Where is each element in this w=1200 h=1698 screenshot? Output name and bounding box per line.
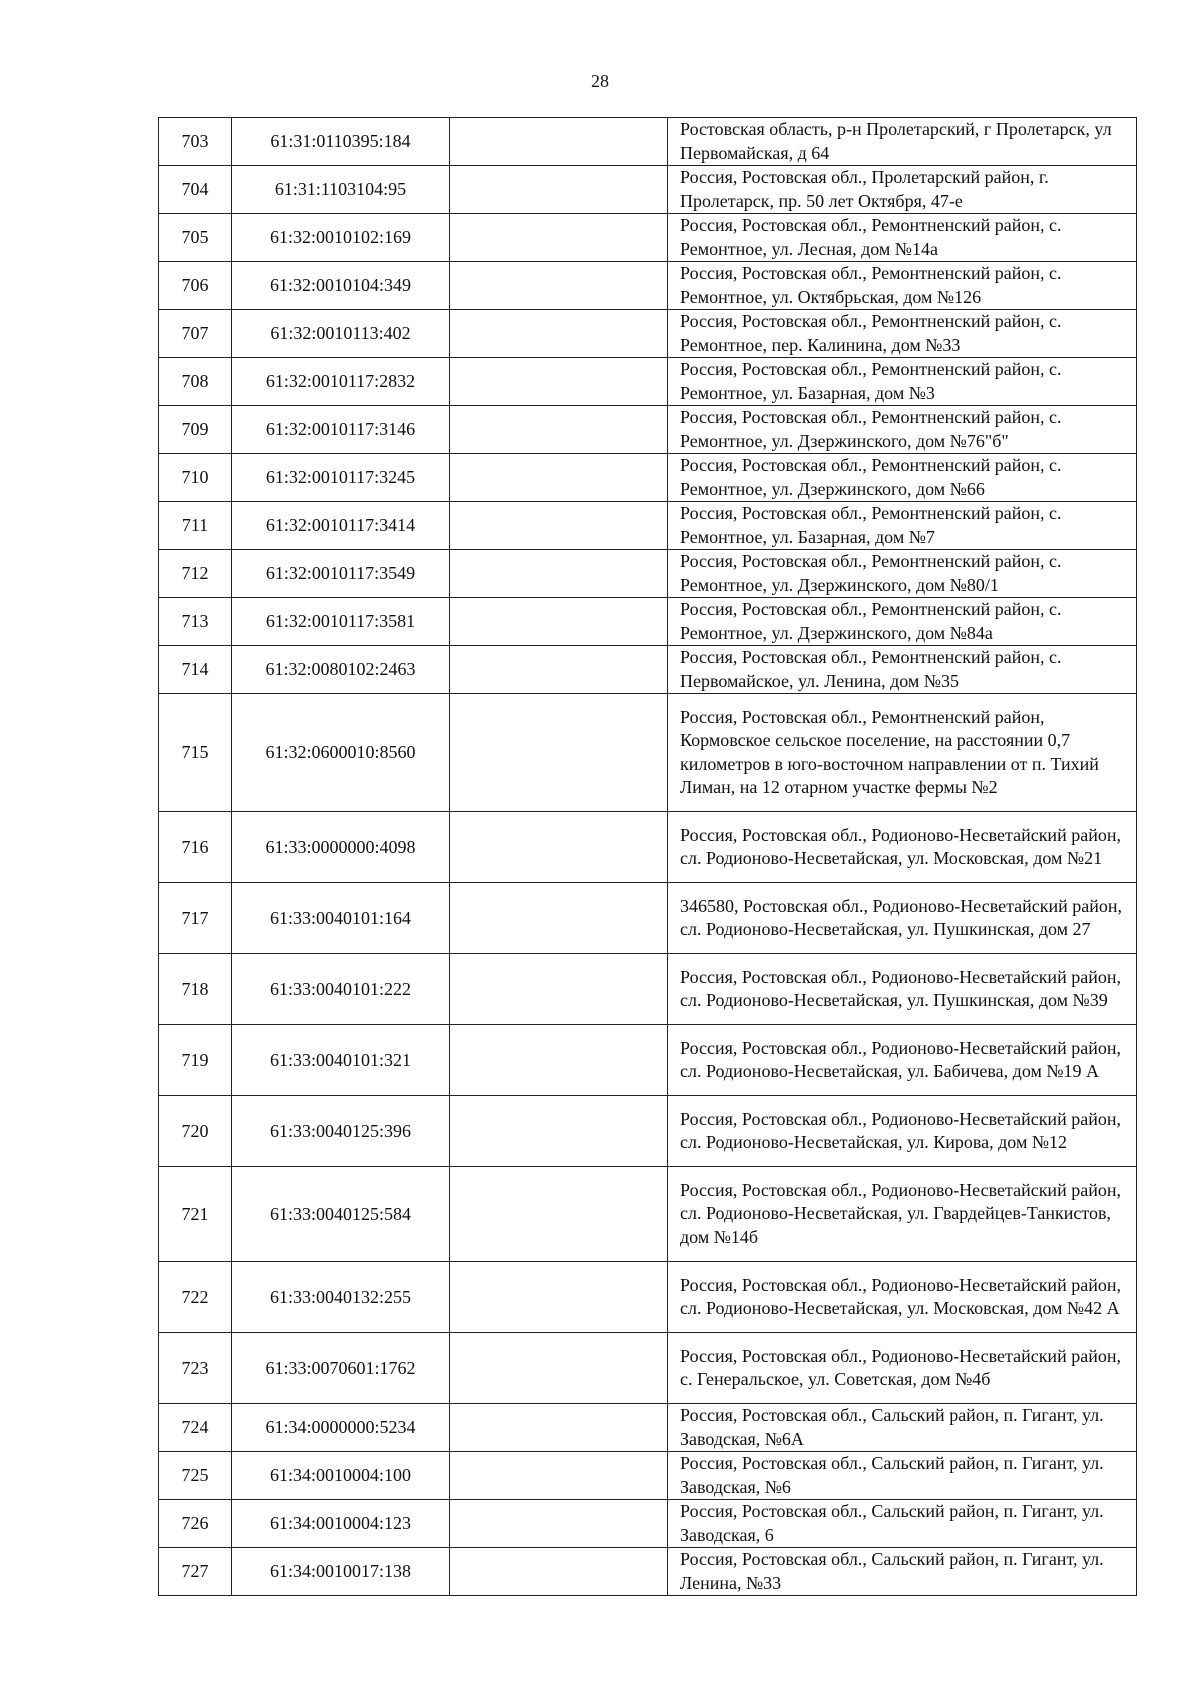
cadastral-number: 61:31:1103104:95 <box>232 166 450 214</box>
address-cell <box>668 118 1137 166</box>
cadastral-number: 61:33:0040101:222 <box>232 954 450 1025</box>
empty-cell <box>450 550 668 598</box>
empty-cell <box>450 262 668 310</box>
address-cell <box>668 550 1137 598</box>
empty-cell <box>450 598 668 646</box>
empty-cell <box>450 118 668 166</box>
empty-cell <box>450 1167 668 1262</box>
row-number: 713 <box>159 598 232 646</box>
table-body <box>159 118 1137 1596</box>
row-number: 725 <box>159 1452 232 1500</box>
address-text: Россия, Ростовская обл., Родионово-Несветайский район, сл. Родионово-Несветайская, ул. Московская, дом №42 А <box>680 1274 1121 1318</box>
table-row <box>159 358 1137 406</box>
address-cell <box>668 1096 1137 1167</box>
table-row <box>159 262 1137 310</box>
table-row <box>159 118 1137 166</box>
address-text: 346580, Ростовская обл., Родионово-Несветайский район, сл. Родионово-Несветайская, ул. Пушкинская, дом 27 <box>680 895 1123 939</box>
address-text: Россия, Ростовская обл., Ремонтненский район, с. Ремонтное, ул. Дзержинского, дом №66 <box>680 455 1062 499</box>
table-row <box>159 598 1137 646</box>
address-cell <box>668 262 1137 310</box>
row-number: 716 <box>159 812 232 883</box>
empty-cell <box>450 694 668 812</box>
address-cell <box>668 1452 1137 1500</box>
address-cell <box>668 812 1137 883</box>
empty-cell <box>450 812 668 883</box>
cadastral-number: 61:32:0010102:169 <box>232 214 450 262</box>
address-text: Россия, Ростовская обл., Ремонтненский район, с. Ремонтное, ул. Октябрьская, дом №126 <box>680 263 1062 307</box>
table-row <box>159 1333 1137 1404</box>
address-cell <box>668 646 1137 694</box>
cadastral-number: 61:32:0010104:349 <box>232 262 450 310</box>
row-number: 706 <box>159 262 232 310</box>
address-text: Россия, Ростовская обл., Пролетарский район, г. Пролетарск, пр. 50 лет Октября, 47-е <box>680 167 1049 211</box>
cadastral-number: 61:32:0010117:3146 <box>232 406 450 454</box>
table-row <box>159 1548 1137 1596</box>
address-cell <box>668 214 1137 262</box>
table-row <box>159 550 1137 598</box>
address-text: Россия, Ростовская обл., Сальский район, п. Гигант, ул. Заводская, №6 <box>680 1453 1104 1497</box>
cadastral-number: 61:33:0040101:321 <box>232 1025 450 1096</box>
row-number: 718 <box>159 954 232 1025</box>
empty-cell <box>450 954 668 1025</box>
address-cell <box>668 454 1137 502</box>
row-number: 721 <box>159 1167 232 1262</box>
cadastral-number: 61:33:0040101:164 <box>232 883 450 954</box>
address-text: Россия, Ростовская обл., Сальский район, п. Гигант, ул. Заводская, №6А <box>680 1405 1104 1449</box>
address-text: Россия, Ростовская обл., Ремонтненский район, с. Ремонтное, ул. Лесная, дом №14а <box>680 215 1062 259</box>
table-row <box>159 646 1137 694</box>
table-row <box>159 454 1137 502</box>
address-cell <box>668 1548 1137 1596</box>
row-number: 712 <box>159 550 232 598</box>
cadastral-number: 61:33:0000000:4098 <box>232 812 450 883</box>
table-row <box>159 1096 1137 1167</box>
table-row <box>159 1167 1137 1262</box>
table-row <box>159 694 1137 812</box>
row-number: 710 <box>159 454 232 502</box>
address-text: Россия, Ростовская обл., Ремонтненский район, с. Первомайское, ул. Ленина, дом №35 <box>680 647 1062 691</box>
address-cell <box>668 406 1137 454</box>
table-row <box>159 166 1137 214</box>
address-cell <box>668 1262 1137 1333</box>
cadastral-number: 61:31:0110395:184 <box>232 118 450 166</box>
cadastral-number: 61:34:0010017:138 <box>232 1548 450 1596</box>
empty-cell <box>450 358 668 406</box>
cadastral-number: 61:33:0070601:1762 <box>232 1333 450 1404</box>
address-cell <box>668 1500 1137 1548</box>
row-number: 726 <box>159 1500 232 1548</box>
address-text: Россия, Ростовская обл., Родионово-Несветайский район, сл. Родионово-Несветайская, ул. Московская, дом №21 <box>680 824 1121 868</box>
empty-cell <box>450 166 668 214</box>
address-text: Россия, Ростовская обл., Ремонтненский район, с. Ремонтное, пер. Калинина, дом №33 <box>680 311 1062 355</box>
table-row <box>159 406 1137 454</box>
table-row <box>159 1262 1137 1333</box>
row-number: 704 <box>159 166 232 214</box>
table-row <box>159 1452 1137 1500</box>
cadastral-number: 61:34:0000000:5234 <box>232 1404 450 1452</box>
table-row <box>159 310 1137 358</box>
empty-cell <box>450 646 668 694</box>
row-number: 717 <box>159 883 232 954</box>
empty-cell <box>450 454 668 502</box>
table-row <box>159 214 1137 262</box>
cadastral-number: 61:32:0080102:2463 <box>232 646 450 694</box>
address-cell <box>668 883 1137 954</box>
cadastral-number: 61:34:0010004:123 <box>232 1500 450 1548</box>
empty-cell <box>450 1548 668 1596</box>
cadastral-number: 61:32:0010113:402 <box>232 310 450 358</box>
row-number: 711 <box>159 502 232 550</box>
table-row <box>159 812 1137 883</box>
address-text: Россия, Ростовская обл., Ремонтненский район, Кормовское сельское поселение, на расстоянии 0,7 километров в юго-восточном направлении от п. Тихий Лиман, на 12 отарном участке фермы №2 <box>680 706 1099 797</box>
empty-cell <box>450 1333 668 1404</box>
address-cell <box>668 166 1137 214</box>
address-cell <box>668 1167 1137 1262</box>
empty-cell <box>450 1452 668 1500</box>
row-number: 703 <box>159 118 232 166</box>
address-text: Россия, Ростовская обл., Ремонтненский район, с. Ремонтное, ул. Дзержинского, дом №80/1 <box>680 551 1062 595</box>
address-text: Ростовская область, р-н Пролетарский, г Пролетарск, ул Первомайская, д 64 <box>680 119 1112 163</box>
cadastral-number: 61:32:0010117:3549 <box>232 550 450 598</box>
cadastral-number: 61:33:0040125:584 <box>232 1167 450 1262</box>
row-number: 723 <box>159 1333 232 1404</box>
table-row <box>159 502 1137 550</box>
address-text: Россия, Ростовская обл., Родионово-Несветайский район, сл. Родионово-Несветайская, ул. Бабичева, дом №19 А <box>680 1037 1121 1081</box>
address-cell <box>668 1025 1137 1096</box>
address-text: Россия, Ростовская обл., Ремонтненский район, с. Ремонтное, ул. Базарная, дом №7 <box>680 503 1062 547</box>
empty-cell <box>450 1500 668 1548</box>
address-text: Россия, Ростовская обл., Ремонтненский район, с. Ремонтное, ул. Дзержинского, дом №76"б" <box>680 407 1062 451</box>
row-number: 714 <box>159 646 232 694</box>
cadastral-number: 61:34:0010004:100 <box>232 1452 450 1500</box>
address-cell <box>668 358 1137 406</box>
cadastral-number: 61:32:0600010:8560 <box>232 694 450 812</box>
address-text: Россия, Ростовская обл., Ремонтненский район, с. Ремонтное, ул. Базарная, дом №3 <box>680 359 1062 403</box>
cadastral-number: 61:33:0040132:255 <box>232 1262 450 1333</box>
address-cell <box>668 502 1137 550</box>
address-cell <box>668 1404 1137 1452</box>
table-row <box>159 1025 1137 1096</box>
cadastral-number: 61:33:0040125:396 <box>232 1096 450 1167</box>
empty-cell <box>450 502 668 550</box>
row-number: 707 <box>159 310 232 358</box>
property-table <box>158 117 1137 1596</box>
cadastral-number: 61:32:0010117:3414 <box>232 502 450 550</box>
empty-cell <box>450 1262 668 1333</box>
address-cell <box>668 310 1137 358</box>
address-cell <box>668 954 1137 1025</box>
row-number: 708 <box>159 358 232 406</box>
empty-cell <box>450 310 668 358</box>
address-text: Россия, Ростовская обл., Родионово-Несветайский район, сл. Родионово-Несветайская, ул. Кирова, дом №12 <box>680 1108 1121 1152</box>
cadastral-number: 61:32:0010117:2832 <box>232 358 450 406</box>
address-text: Россия, Ростовская обл., Родионово-Несветайский район, сл. Родионово-Несветайская, ул. Гвардейцев-Танкистов, дом №14б <box>680 1179 1121 1247</box>
empty-cell <box>450 214 668 262</box>
table-row <box>159 1404 1137 1452</box>
address-cell <box>668 1333 1137 1404</box>
row-number: 705 <box>159 214 232 262</box>
table-row <box>159 883 1137 954</box>
cadastral-number: 61:32:0010117:3581 <box>232 598 450 646</box>
address-text: Россия, Ростовская обл., Сальский район, п. Гигант, ул. Ленина, №33 <box>680 1549 1104 1593</box>
row-number: 709 <box>159 406 232 454</box>
empty-cell <box>450 406 668 454</box>
page-number: 28 <box>591 71 609 91</box>
row-number: 722 <box>159 1262 232 1333</box>
address-text: Россия, Ростовская обл., Родионово-Несветайский район, сл. Родионово-Несветайская, ул. Пушкинская, дом №39 <box>680 966 1121 1010</box>
address-cell <box>668 694 1137 812</box>
empty-cell <box>450 1025 668 1096</box>
empty-cell <box>450 883 668 954</box>
address-text: Россия, Ростовская обл., Родионово-Несветайский район, с. Генеральское, ул. Советская, дом №4б <box>680 1345 1121 1389</box>
table-row <box>159 954 1137 1025</box>
row-number: 719 <box>159 1025 232 1096</box>
empty-cell <box>450 1404 668 1452</box>
address-text: Россия, Ростовская обл., Сальский район, п. Гигант, ул. Заводская, 6 <box>680 1501 1104 1545</box>
row-number: 727 <box>159 1548 232 1596</box>
empty-cell <box>450 1096 668 1167</box>
cadastral-number: 61:32:0010117:3245 <box>232 454 450 502</box>
address-cell <box>668 598 1137 646</box>
row-number: 720 <box>159 1096 232 1167</box>
address-text: Россия, Ростовская обл., Ремонтненский район, с. Ремонтное, ул. Дзержинского, дом №84а <box>680 599 1062 643</box>
table-row <box>159 1500 1137 1548</box>
row-number: 724 <box>159 1404 232 1452</box>
row-number: 715 <box>159 694 232 812</box>
